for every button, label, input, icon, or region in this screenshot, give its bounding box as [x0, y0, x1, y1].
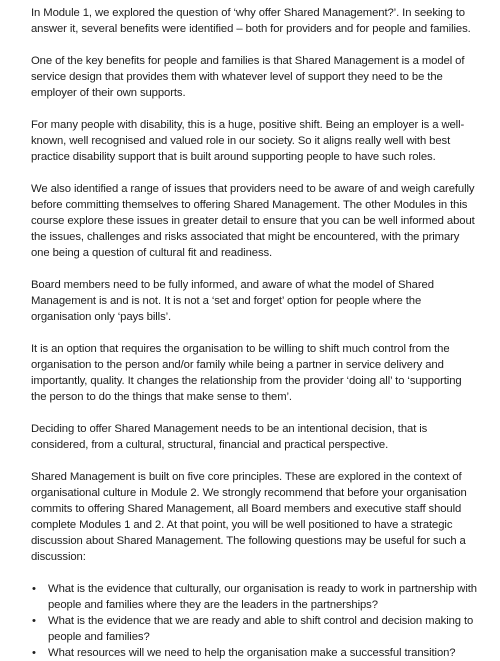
list-item: [31, 645, 480, 661]
bullet-icon: •: [32, 615, 36, 627]
paragraph-intentional-decision: Deciding to offer Shared Management needs to be an intentional decision, that is considered, from a cultural, structural, financial and practical perspective.: [31, 423, 428, 451]
paragraph-board-members: Board members need to be fully informed, and aware of what the model of Shared Management is and is not. It is not a ‘set and forget’ option for people where the organisation only ‘pays bills’.: [31, 279, 434, 323]
paragraph-shift-control: It is an option that requires the organisation to be willing to shift much control from the organisation to the person and/or family while being a partner in service delivery and importantly, quality. It changes the relationship from the provider ‘doing all’ to ‘supporting the person to do the things that make sense to them’.: [31, 343, 462, 403]
discussion-questions-list: [31, 581, 480, 661]
bullet-icon: •: [32, 583, 36, 595]
paragraph-key-benefits: One of the key benefits for people and families is that Shared Management is a model of service design that provides them with whatever level of support they need to be the employer of their own supports.: [31, 55, 465, 99]
paragraph-module-1-intro: In Module 1, we explored the question of ‘why offer Shared Management?’. In seeking to answer it, several benefits were identified – both for providers and for people and families.: [31, 7, 471, 35]
paragraph-provider-issues: We also identified a range of issues that providers need to be aware of and weigh carefully before committing themselves to offering Shared Management. The other Modules in this course explore these issues in greater detail to ensure that you can be well informed about the issues, challenges and risks associated that might be encountered, with the primary one being a question of cultural fit and readiness.: [31, 183, 475, 259]
paragraph-positive-shift: For many people with disability, this is a huge, positive shift. Being an employer is a well-known, well recognised and valued role in our society. So it aligns really well with best practice disability support that is built around supporting people to have such roles.: [31, 119, 465, 163]
list-item-text: What resources will we need to help the organisation make a successful transition?: [48, 647, 456, 659]
list-item: [31, 581, 480, 613]
list-item-text: What is the evidence that culturally, our organisation is ready to work in partnership with people and families where they are the leaders in the partnerships?: [48, 583, 477, 611]
list-item-text: What is the evidence that we are ready and able to shift control and decision making to people and families?: [48, 615, 474, 643]
paragraph-core-principles: Shared Management is built on five core principles. These are explored in the context of organisational culture in Module 2. We strongly recommend that before your organisation commits to offering Shared Management, all Board members and executive staff should complete Modules 1 and 2. At that point, you will be well positioned to have a strategic discussion about Shared Management. The following questions may be useful for such a discussion:: [31, 471, 467, 563]
bullet-icon: •: [32, 647, 36, 659]
list-item: [31, 613, 480, 645]
